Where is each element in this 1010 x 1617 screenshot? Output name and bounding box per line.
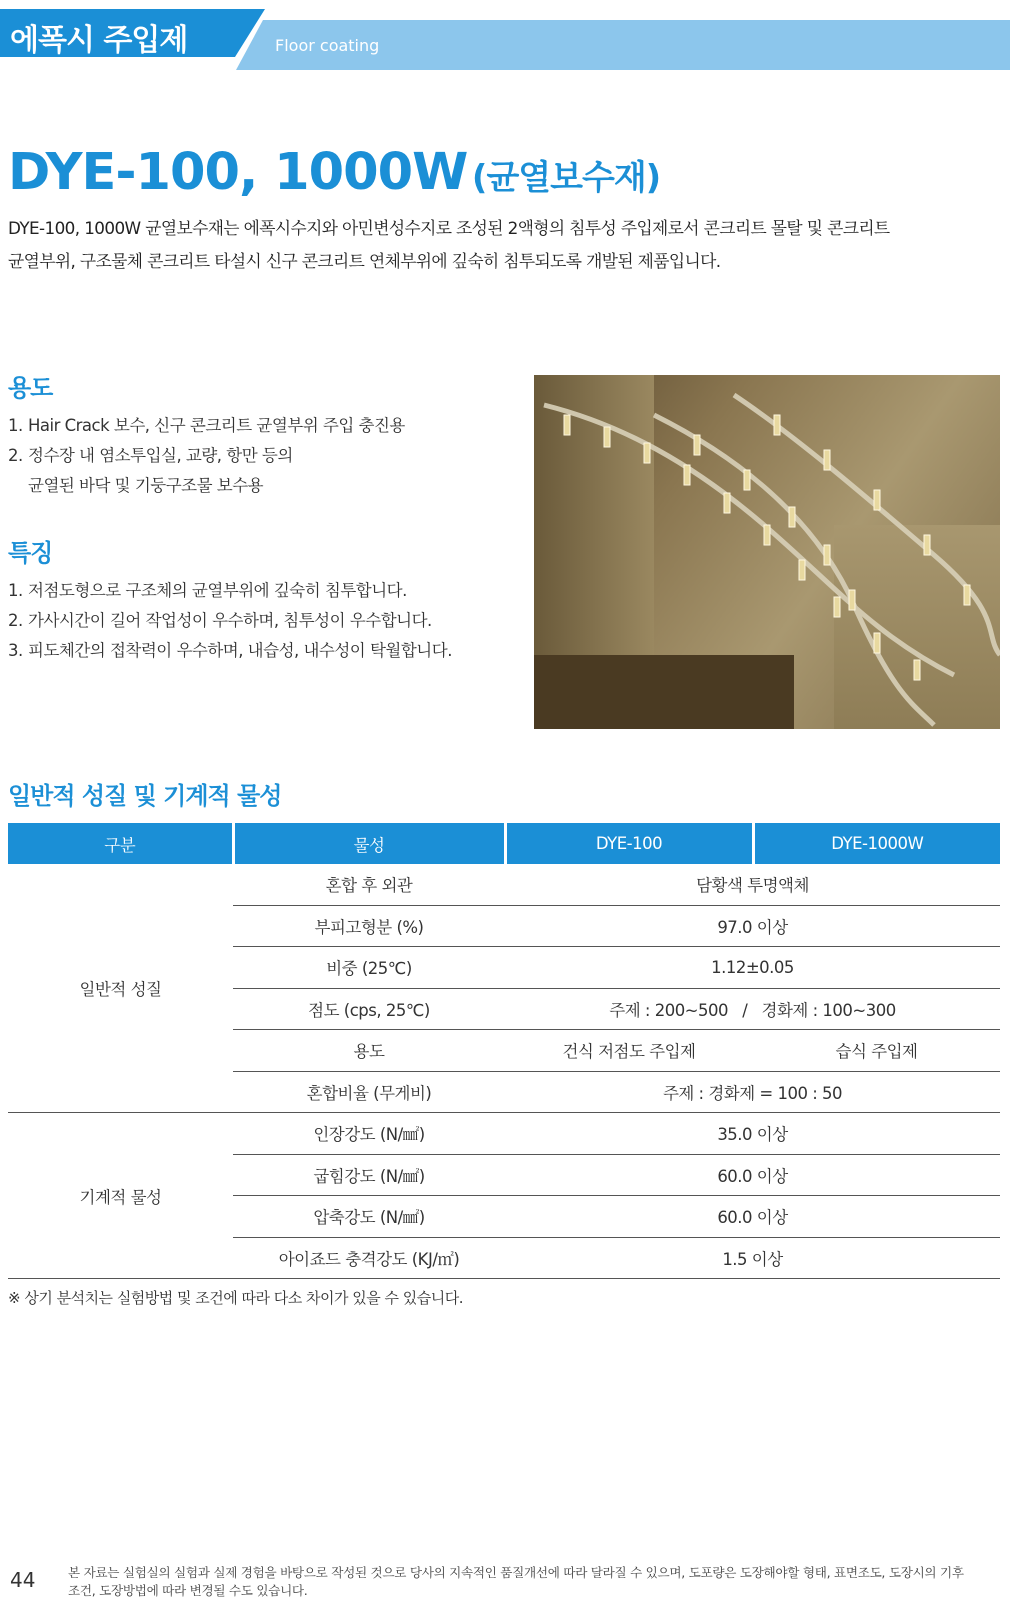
table-note: ※ 상기 분석치는 실험방법 및 조건에 따라 다소 차이가 있을 수 있습니다. xyxy=(8,1289,464,1307)
properties-table xyxy=(8,823,1000,1279)
property-name: 용도 xyxy=(233,1030,505,1072)
properties-heading: 일반적 성질 및 기계적 물성 xyxy=(8,782,282,810)
usage-heading: 용도 xyxy=(8,374,53,402)
table-row xyxy=(8,1113,1000,1155)
product-name: DYE-100, 1000W xyxy=(8,143,468,202)
features-list xyxy=(8,576,452,666)
features-heading: 특징 xyxy=(8,539,53,567)
usage-list xyxy=(8,411,405,501)
list-item: 2. 정수장 내 염소투입실, 교량, 항만 등의 xyxy=(8,446,293,465)
column-header: DYE-1000W xyxy=(753,823,1000,864)
property-value: 주제 : 경화제 = 100 : 50 xyxy=(505,1071,1000,1113)
property-name: 인장강도 (N/㎟) xyxy=(233,1113,505,1155)
property-name: 비중 (25℃) xyxy=(233,947,505,989)
footer-disclaimer xyxy=(68,1564,1003,1600)
property-name: 부피고형분 (%) xyxy=(233,905,505,947)
property-value-dye1000w: 습식 주입제 xyxy=(753,1030,1000,1072)
page-number: 44 xyxy=(10,1568,36,1592)
list-item: 균열된 바닥 및 기둥구조물 보수용 xyxy=(28,476,264,495)
category-mechanical: 기계적 물성 xyxy=(8,1113,233,1279)
property-value: 97.0 이상 xyxy=(505,905,1000,947)
column-header: 구분 xyxy=(8,823,233,864)
column-header: 물성 xyxy=(233,823,505,864)
property-name: 혼합 후 외관 xyxy=(233,864,505,905)
property-name: 점도 (cps, 25℃) xyxy=(233,988,505,1030)
category-general: 일반적 성질 xyxy=(8,864,233,1113)
property-value: 담황색 투명액체 xyxy=(505,864,1000,905)
product-name-suffix: (균열보수재) xyxy=(471,158,661,198)
property-value: 60.0 이상 xyxy=(505,1154,1000,1196)
property-value: 1.12±0.05 xyxy=(505,947,1000,989)
list-item: 1. 저점도형으로 구조체의 균열부위에 깊숙히 침투합니다. xyxy=(8,581,407,600)
product-intro xyxy=(8,212,1006,278)
footer-line: 본 자료는 실험실의 실험과 실제 경험을 바탕으로 작성된 것으로 당사의 지속적인 품질개선에 따라 달라질 수 있으며, 도포량은 도장해야할 형태, 표면조도, 도장시의 기후 xyxy=(68,1565,964,1580)
list-item: 1. Hair Crack 보수, 신구 콘크리트 균열부위 주입 충진용 xyxy=(8,416,405,435)
property-value-dye100: 건식 저점도 주입제 xyxy=(505,1030,753,1072)
application-photo xyxy=(534,375,1000,729)
property-name: 압축강도 (N/㎟) xyxy=(233,1196,505,1238)
property-name: 아이죠드 충격강도 (KJ/㎡) xyxy=(233,1237,505,1279)
header-title: 에폭시 주입제 xyxy=(10,23,188,58)
intro-line: 균열부위, 구조물체 콘크리트 타설시 신구 콘크리트 연체부위에 깊숙히 침투되도록 개발된 제품입니다. xyxy=(8,251,721,271)
injection-ports-illustration xyxy=(534,375,1000,729)
header-subtitle: Floor coating xyxy=(275,36,380,55)
intro-line: DYE-100, 1000W 균열보수재는 에폭시수지와 아민변성수지로 조성된 2액형의 침투성 주입제로서 콘크리트 몰탈 및 콘크리트 xyxy=(8,218,890,238)
property-value: 60.0 이상 xyxy=(505,1196,1000,1238)
property-name: 혼합비율 (무게비) xyxy=(233,1071,505,1113)
property-value: 35.0 이상 xyxy=(505,1113,1000,1155)
list-item: 3. 피도체간의 접착력이 우수하며, 내습성, 내수성이 탁월합니다. xyxy=(8,641,452,660)
property-value: 주제 : 200~500 / 경화제 : 100~300 xyxy=(505,988,1000,1030)
column-header: DYE-100 xyxy=(505,823,753,864)
table-row xyxy=(8,864,1000,905)
footer-line: 조건, 도장방법에 따라 변경될 수도 있습니다. xyxy=(68,1583,308,1598)
list-item: 2. 가사시간이 길어 작업성이 우수하며, 침투성이 우수합니다. xyxy=(8,611,432,630)
table-header-row xyxy=(8,823,1000,864)
product-title xyxy=(8,143,660,202)
property-name: 굽힘강도 (N/㎟) xyxy=(233,1154,505,1196)
property-value: 1.5 이상 xyxy=(505,1237,1000,1279)
